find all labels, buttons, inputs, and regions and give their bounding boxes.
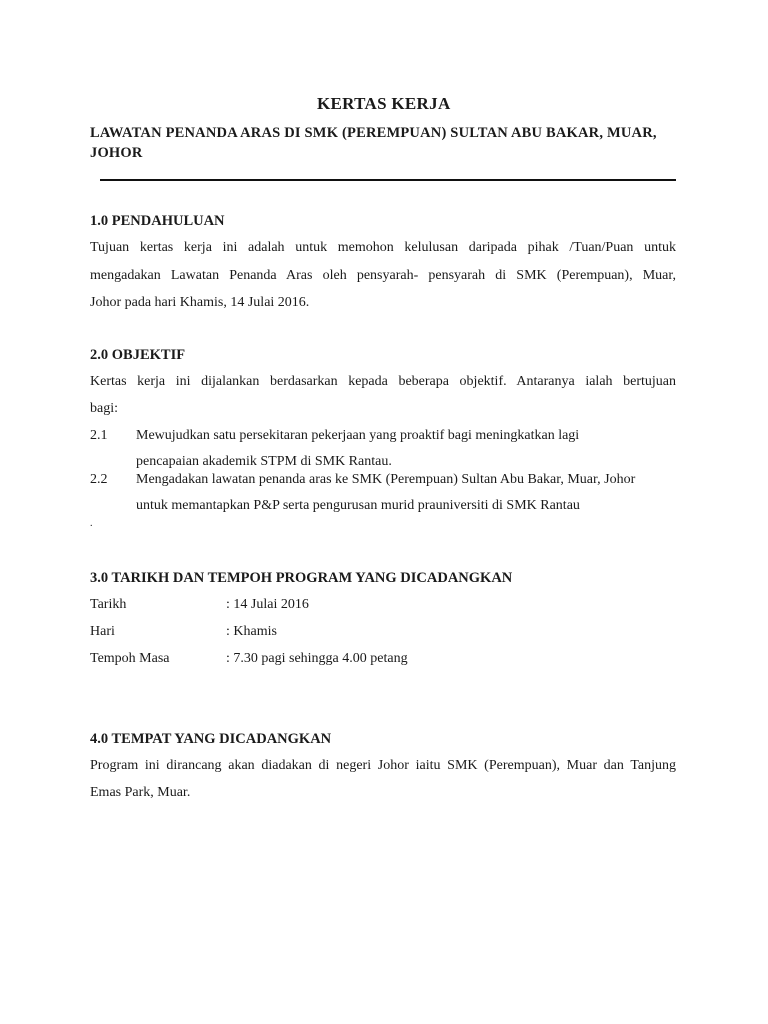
document-subtitle-line1: LAWATAN PENANDA ARAS DI SMK (PEREMPUAN) SULTAN ABU BAKAR, MUAR, bbox=[90, 125, 657, 141]
objektif-item-text: Mengadakan lawatan penanda aras ke SMK (Perempuan) Sultan Abu Bakar, Muar, Johor bbox=[136, 472, 636, 487]
pendahuluan-line-2: mengadakan Lawatan Penanda Aras oleh pensyarah- pensyarah di SMK (Perempuan), Muar, bbox=[90, 268, 676, 283]
objektif-item-number: 2.2 bbox=[90, 472, 108, 487]
objektif-line-1: Kertas kerja ini dijalankan berdasarkan kepada beberapa objektif. Antaranya ialah bertujuan bbox=[90, 374, 676, 389]
section-heading-pendahuluan: 1.0 PENDAHULUAN bbox=[90, 213, 225, 229]
tempat-line-2: Emas Park, Muar. bbox=[90, 785, 191, 800]
objektif-item-text: Mewujudkan satu persekitaran pekerjaan yang proaktif bagi meningkatkan lagi bbox=[136, 428, 580, 443]
objektif-line-2: bagi: bbox=[90, 401, 118, 416]
title-divider bbox=[100, 179, 676, 181]
section-heading-tempat: 4.0 TEMPAT YANG DICADANGKAN bbox=[90, 731, 332, 747]
document-title: KERTAS KERJA bbox=[317, 94, 451, 113]
tarikh-row-label: Tarikh bbox=[90, 597, 127, 612]
objektif-item-text: untuk memantapkan P&P serta pengurusan murid prauniversiti di SMK Rantau bbox=[136, 498, 580, 513]
objektif-item-number: 2.1 bbox=[90, 428, 108, 443]
section-heading-tarikh: 3.0 TARIKH DAN TEMPOH PROGRAM YANG DICADANGKAN bbox=[90, 570, 513, 586]
tarikh-row-value: : Khamis bbox=[226, 624, 277, 639]
tarikh-row-value: : 7.30 pagi sehingga 4.00 petang bbox=[226, 651, 408, 666]
trailing-dot: . bbox=[90, 518, 93, 529]
tarikh-row-label: Tempoh Masa bbox=[90, 651, 170, 666]
tarikh-row-label: Hari bbox=[90, 624, 115, 639]
objektif-item-text: pencapaian akademik STPM di SMK Rantau. bbox=[136, 454, 392, 469]
section-heading-objektif: 2.0 OBJEKTIF bbox=[90, 347, 186, 363]
pendahuluan-line-3: Johor pada hari Khamis, 14 Julai 2016. bbox=[90, 295, 310, 310]
document-subtitle-line2: JOHOR bbox=[90, 145, 143, 161]
pendahuluan-line-1: Tujuan kertas kerja ini adalah untuk memohon kelulusan daripada pihak /Tuan/Puan untuk bbox=[90, 240, 676, 255]
tempat-line-1: Program ini dirancang akan diadakan di negeri Johor iaitu SMK (Perempuan), Muar dan Tanjung bbox=[90, 758, 676, 773]
tarikh-row-value: : 14 Julai 2016 bbox=[226, 597, 309, 612]
